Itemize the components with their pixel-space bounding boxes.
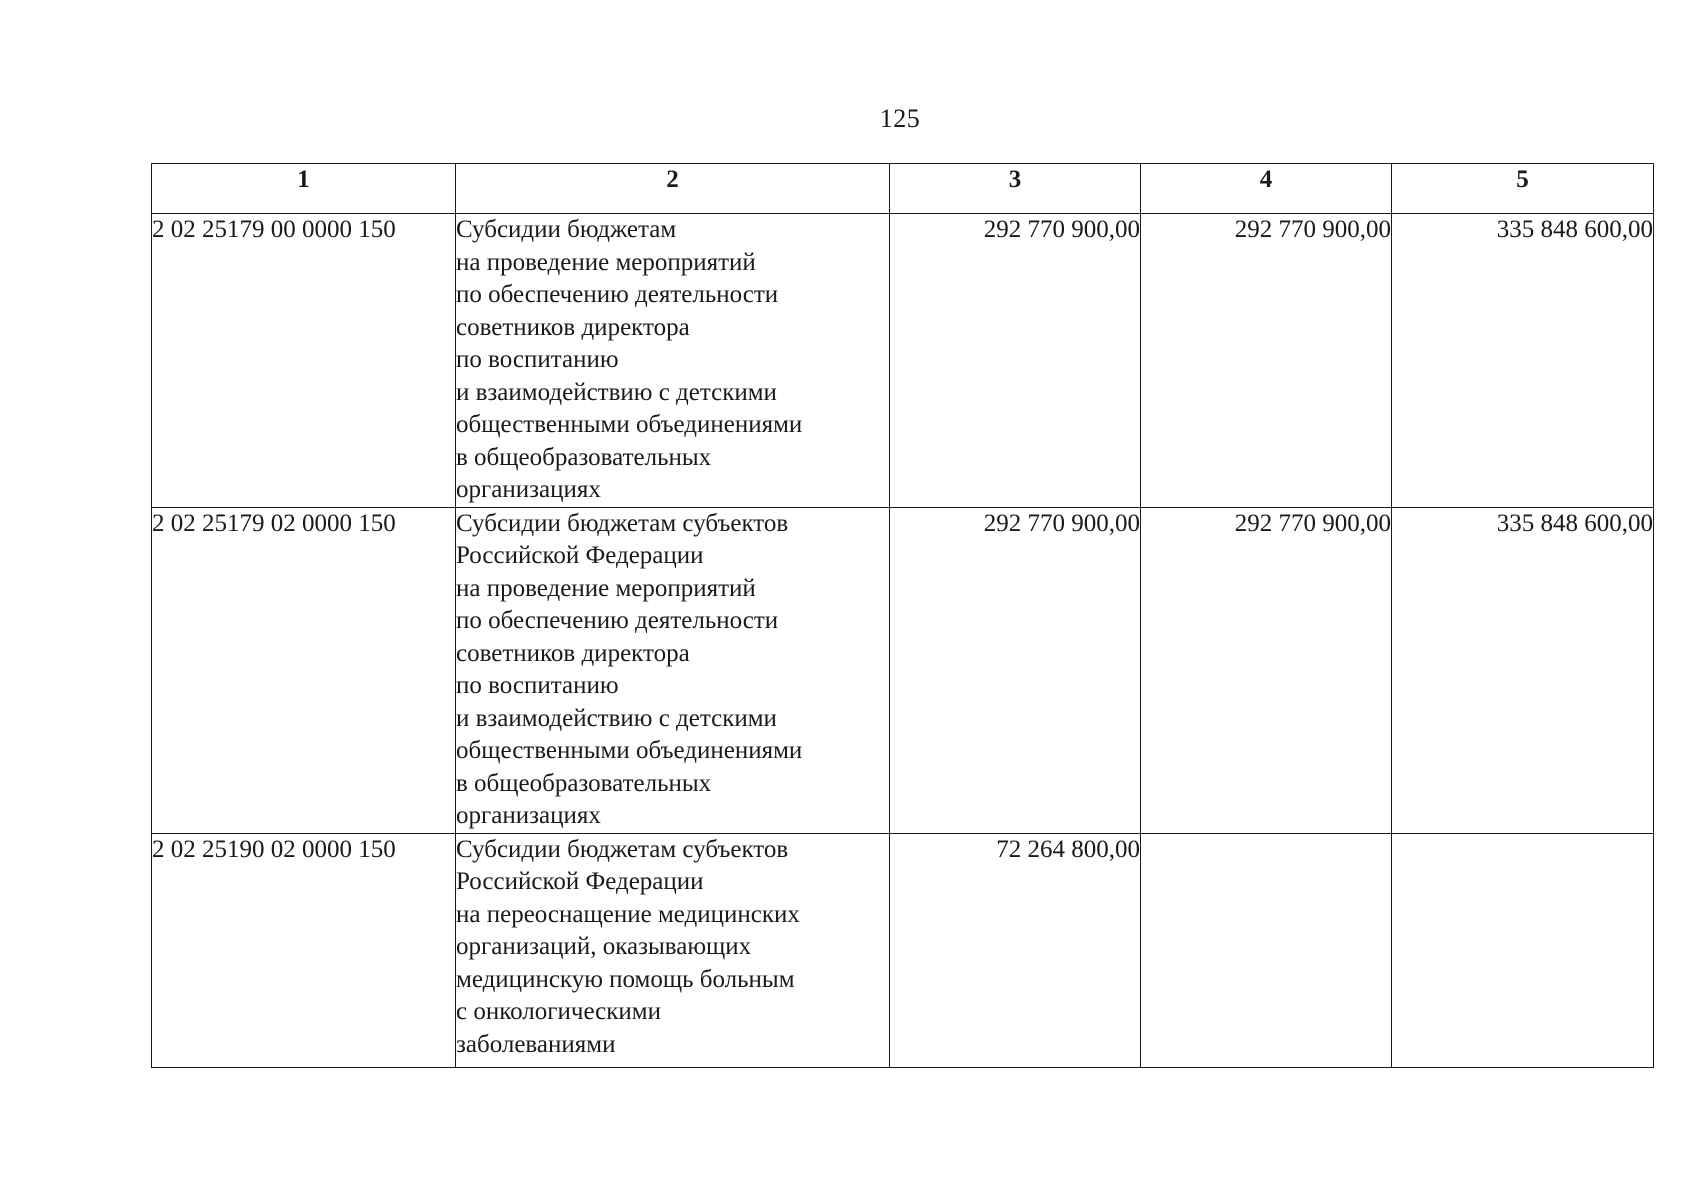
description-line: организациях bbox=[456, 476, 601, 503]
description-line: советников директора bbox=[456, 313, 690, 341]
description-line: советников директора bbox=[456, 639, 690, 667]
amount-col3: 292 770 900,00 bbox=[890, 507, 1141, 833]
budget-code: 2 02 25179 00 0000 150 bbox=[152, 214, 456, 508]
description-line: по воспитанию bbox=[456, 672, 619, 699]
table-row bbox=[152, 214, 1654, 508]
budget-table bbox=[151, 163, 1654, 1068]
description-line: общественными объединениями bbox=[456, 411, 803, 438]
description-line: общественными объединениями bbox=[456, 737, 803, 764]
description bbox=[456, 214, 890, 508]
description-line: организациях bbox=[456, 802, 601, 829]
description-line: с онкологическими bbox=[456, 998, 661, 1025]
table-header-row bbox=[152, 164, 1654, 214]
description-line: заболеваниями bbox=[456, 1030, 616, 1058]
description-line: Субсидии бюджетам bbox=[456, 216, 677, 243]
amount-col4 bbox=[1141, 833, 1392, 1067]
description-line: и взаимодействию с детскими bbox=[456, 704, 777, 732]
amount-col4: 292 770 900,00 bbox=[1141, 214, 1392, 508]
budget-code: 2 02 25179 02 0000 150 bbox=[152, 507, 456, 833]
description-line: Российской Федерации bbox=[456, 868, 704, 895]
description-line: по обеспечению деятельности bbox=[456, 607, 779, 634]
column-header: 3 bbox=[890, 164, 1141, 214]
description bbox=[456, 833, 890, 1067]
description-line: на проведение мероприятий bbox=[456, 574, 756, 602]
description-line: медицинскую помощь больным bbox=[456, 965, 795, 993]
amount-col3: 72 264 800,00 bbox=[890, 833, 1141, 1067]
description-line: на проведение мероприятий bbox=[456, 248, 756, 276]
budget-code: 2 02 25190 02 0000 150 bbox=[152, 833, 456, 1067]
description-line: по обеспечению деятельности bbox=[456, 281, 779, 308]
table-row bbox=[152, 833, 1654, 1067]
amount-col5 bbox=[1392, 833, 1654, 1067]
column-header: 4 bbox=[1141, 164, 1392, 214]
description-line: по воспитанию bbox=[456, 346, 619, 373]
description-line: организаций, оказывающих bbox=[456, 933, 752, 960]
description-line: Субсидии бюджетам субъектов bbox=[456, 509, 789, 537]
amount-col3: 292 770 900,00 bbox=[890, 214, 1141, 508]
description-line: и взаимодействию с детскими bbox=[456, 378, 777, 406]
description-line: в общеобразовательных bbox=[456, 443, 712, 471]
table-row bbox=[152, 507, 1654, 833]
amount-col5: 335 848 600,00 bbox=[1392, 214, 1654, 508]
description-line: в общеобразовательных bbox=[456, 769, 712, 797]
description-line: Российской Федерации bbox=[456, 542, 704, 569]
column-header: 1 bbox=[152, 164, 456, 214]
amount-col5: 335 848 600,00 bbox=[1392, 507, 1654, 833]
description-line: на переоснащение медицинских bbox=[456, 900, 800, 928]
description bbox=[456, 507, 890, 833]
description-line: Субсидии бюджетам субъектов bbox=[456, 835, 789, 863]
amount-col4: 292 770 900,00 bbox=[1141, 507, 1392, 833]
column-header: 5 bbox=[1392, 164, 1654, 214]
page-number: 125 bbox=[879, 104, 921, 133]
column-header: 2 bbox=[456, 164, 890, 214]
